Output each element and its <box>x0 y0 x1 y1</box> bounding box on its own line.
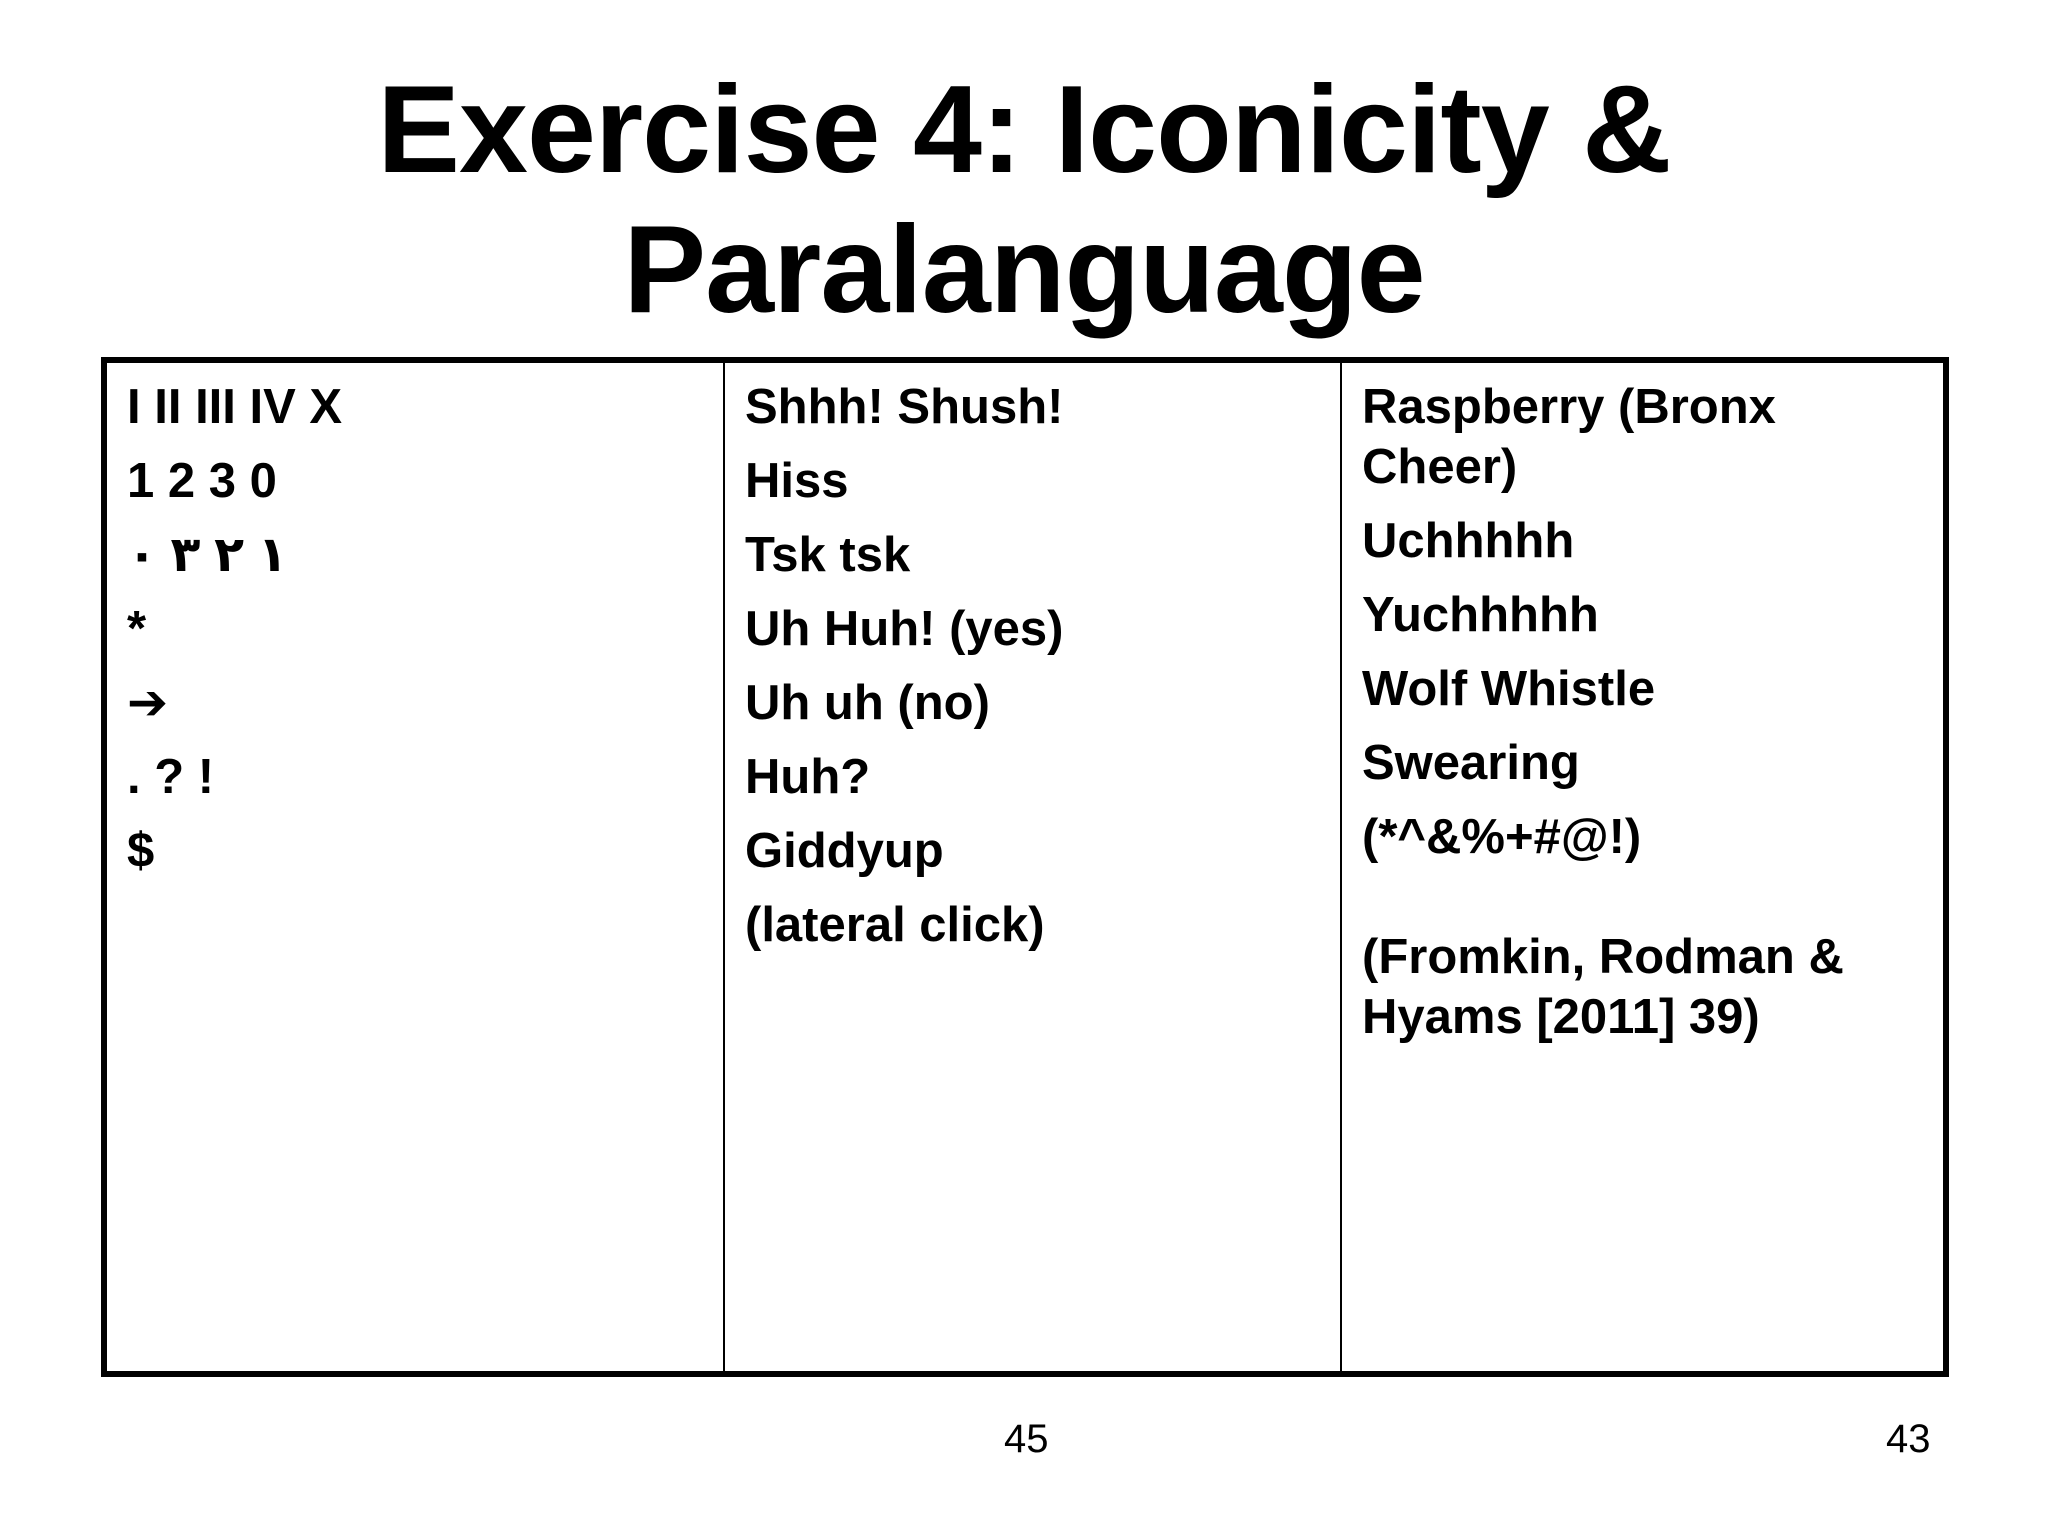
list-item-arrow: ➔ <box>127 676 169 730</box>
list-item: Wolf Whistle <box>1362 662 1656 716</box>
list-item: Huh? <box>745 750 871 804</box>
expressions-list <box>1362 377 1927 1061</box>
list-item: Swearing <box>1362 736 1580 790</box>
content-table <box>101 357 1949 1377</box>
list-item: Yuchhhhh <box>1362 588 1599 642</box>
list-item-roman-numerals: I II III IV X <box>127 380 343 434</box>
citation: (Fromkin, Rodman & Hyams [2011] 39) <box>1362 930 1844 1044</box>
page-number: 43 <box>1886 1417 1931 1461</box>
list-item: Raspberry (Bronx Cheer) <box>1362 380 1776 494</box>
list-item: Uchhhhh <box>1362 514 1575 568</box>
list-item: Giddyup <box>745 824 944 878</box>
list-item: Hiss <box>745 454 849 508</box>
list-item: (*^&%+#@!) <box>1362 810 1642 864</box>
slide-title-line-1: Exercise 4: Iconicity & <box>377 61 1671 199</box>
list-item: Uh Huh! (yes) <box>745 602 1064 656</box>
list-item-arabic-numerals: 1 2 3 0 <box>127 454 277 508</box>
list-item: Tsk tsk <box>745 528 911 582</box>
symbols-list <box>127 377 707 895</box>
list-item: Uh uh (no) <box>745 676 990 730</box>
sounds-list <box>745 377 1324 969</box>
column-expressions <box>1342 363 1943 1371</box>
list-item-asterisk: * <box>127 602 147 656</box>
column-sounds <box>725 363 1342 1371</box>
center-number: 45 <box>1004 1417 1049 1461</box>
slide-title-line-2: Paralanguage <box>623 201 1425 339</box>
list-item: (lateral click) <box>745 898 1045 952</box>
list-item-punctuation: . ? ! <box>127 750 215 804</box>
list-item-eastern-arabic-numerals: ١ ٢ ٣ ٠ <box>127 528 288 582</box>
column-symbols <box>107 363 725 1371</box>
slide-title <box>0 60 2048 340</box>
list-item-dollar: $ <box>127 824 155 878</box>
list-item: Shhh! Shush! <box>745 380 1064 434</box>
